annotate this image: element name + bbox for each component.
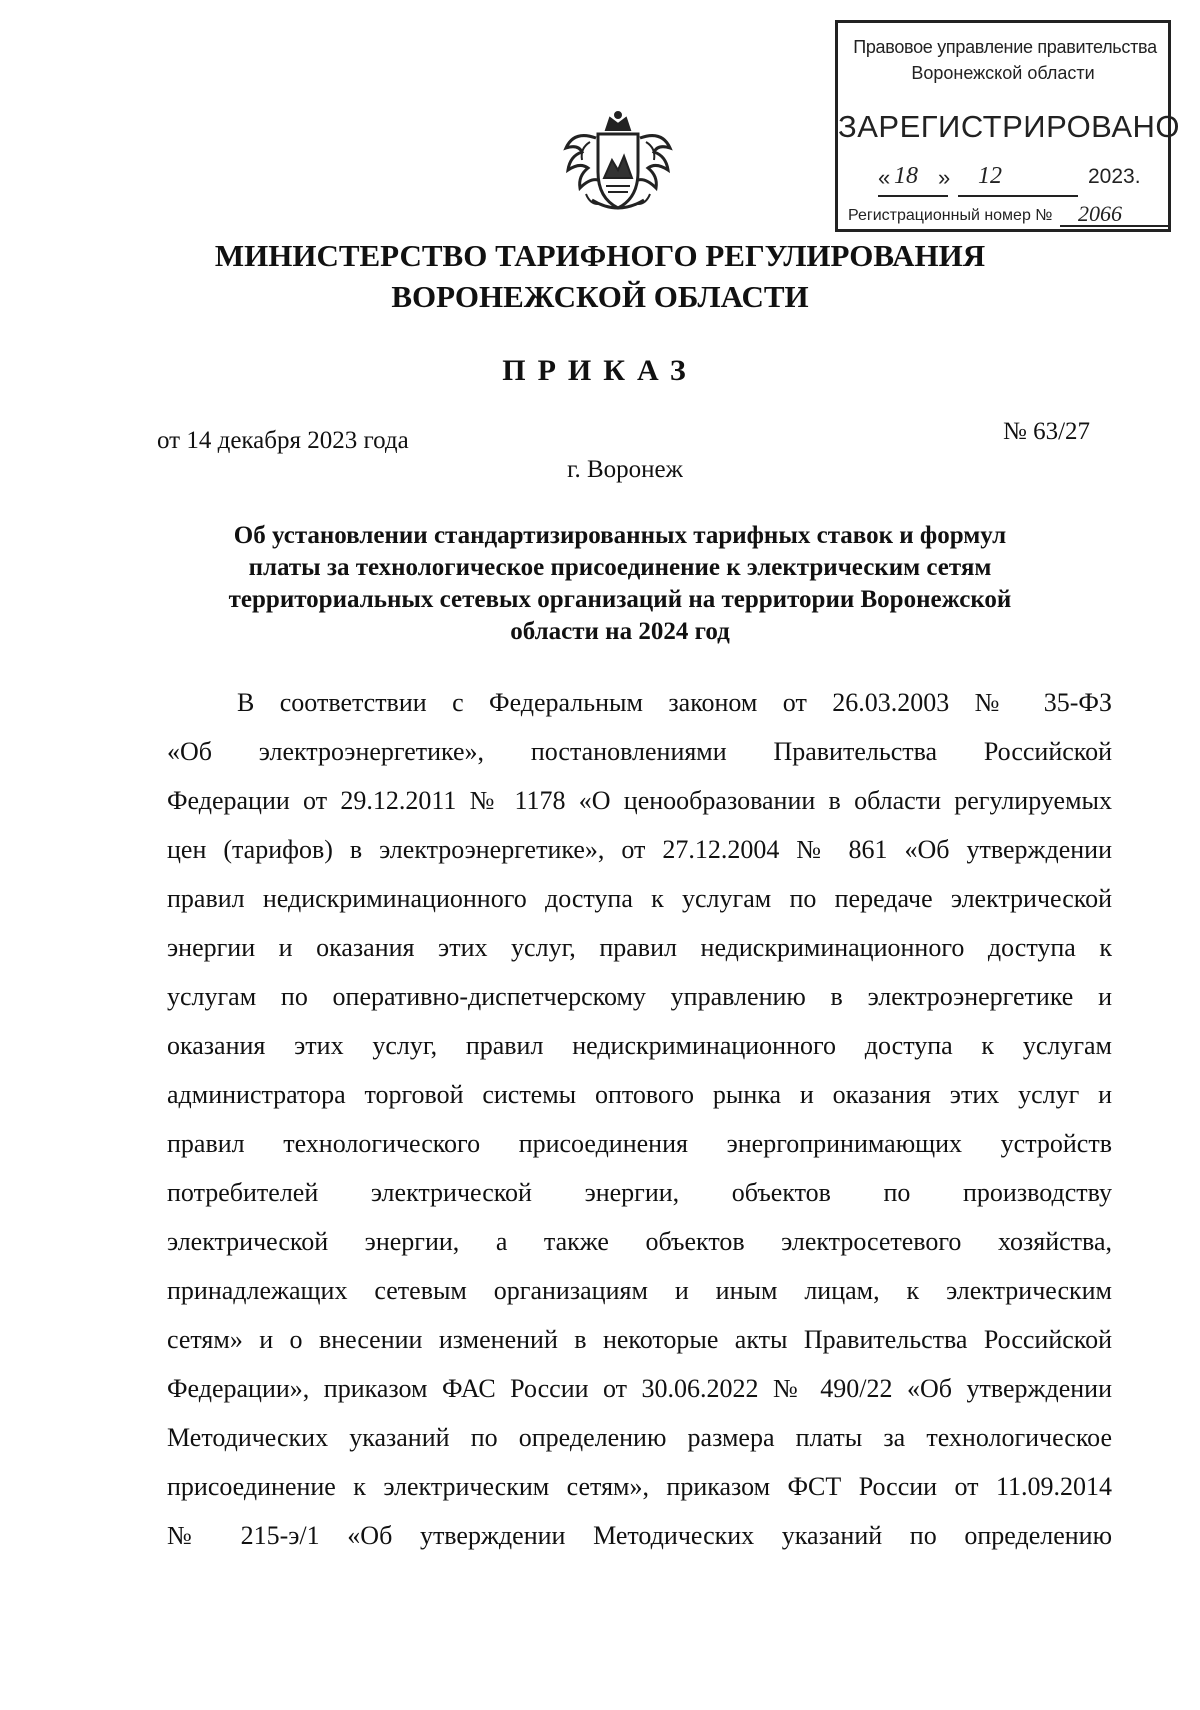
stamp-reg-number-value: 2066: [1078, 201, 1122, 226]
stamp-registered: ЗАРЕГИСТРИРОВАНО: [838, 109, 1181, 144]
body-text: [167, 678, 1112, 1560]
subject-line: Об установлении стандартизированных тарифных ставок и формул: [233, 522, 1007, 549]
body-line: электрической энергии, а также объектов электросетевого хозяйства,: [167, 1227, 1112, 1256]
stamp-date: [838, 163, 1168, 199]
body-line: принадлежащих сетевым организациям и иным лицам, к электрическим: [167, 1276, 1112, 1305]
stamp-date-quote-open: «: [878, 165, 891, 190]
stamp-number-underline: [1060, 225, 1168, 227]
coat-of-arms-icon: [560, 108, 676, 220]
subject-line: платы за технологическое присоединение к электрическим сетям: [248, 554, 992, 581]
body-line: услугам по оперативно-диспетчерскому управлению в электроэнергетике и: [167, 982, 1112, 1011]
body-line: цен (тарифов) в электроэнергетике», от 27.12.2004 № 861 «Об утверждении: [167, 835, 1112, 864]
body-line: сетям» и о внесении изменений в некоторые акты Правительства Российской: [167, 1325, 1112, 1354]
body-line: присоединение к электрическим сетям», приказом ФСТ России от 11.09.2014: [167, 1472, 1112, 1501]
body-line: Федерации», приказом ФАС России от 30.06.2022 № 490/22 «Об утверждении: [167, 1374, 1112, 1403]
body-line: В соответствии с Федеральным законом от 26.03.2003 № 35-ФЗ: [237, 688, 1112, 717]
body-line: «Об электроэнергетике», постановлениями Правительства Российской: [167, 737, 1112, 766]
stamp-org-line2: Воронежской области: [911, 63, 1095, 83]
document-type-title: ПРИКАЗ: [502, 354, 698, 387]
order-number: № 63/27: [1003, 418, 1091, 445]
body-line: администратора торговой системы оптового рынка и оказания этих услуг и: [167, 1080, 1112, 1109]
body-line: потребителей электрической энергии, объектов по производству: [167, 1178, 1112, 1207]
order-date: от 14 декабря 2023 года: [157, 427, 409, 454]
stamp-day-underline: [878, 195, 948, 197]
stamp-month-underline: [958, 195, 1078, 197]
body-line: оказания этих услуг, правил недискриминационного доступа к услугам: [167, 1031, 1112, 1060]
order-city: г. Воронеж: [567, 456, 683, 483]
stamp-org-line1: Правовое управление правительства: [853, 37, 1157, 57]
body-line: Федерации от 29.12.2011 № 1178 «О ценообразовании в области регулируемых: [167, 786, 1112, 815]
ministry-title-line2: ВОРОНЕЖСКОЙ ОБЛАСТИ: [391, 279, 809, 314]
body-line: Методических указаний по определению размера платы за технологическое: [167, 1423, 1112, 1452]
stamp-reg-number-label: Регистрационный номер №: [848, 207, 1053, 224]
subject-line: территориальных сетевых организаций на территории Воронежской: [228, 586, 1012, 613]
registration-stamp: [835, 20, 1181, 232]
stamp-date-quote-close: »: [938, 165, 951, 190]
city-line: [0, 456, 1200, 484]
body-line: правил недискриминационного доступа к услугам по передаче электрической: [167, 884, 1112, 913]
subject-line: области на 2024 год: [510, 618, 730, 645]
body-line: № 215-э/1 «Об утверждении Методических указаний по определению: [167, 1521, 1112, 1550]
stamp-date-day: 18: [894, 163, 918, 189]
stamp-date-month: 12: [978, 163, 1002, 189]
order-subject: [160, 520, 1080, 648]
stamp-date-year: 2023.: [1088, 165, 1141, 188]
ministry-title-line1: МИНИСТЕРСТВО ТАРИФНОГО РЕГУЛИРОВАНИЯ: [214, 238, 986, 273]
body-line: правил технологического присоединения энергопринимающих устройств: [167, 1129, 1112, 1158]
body-line: энергии и оказания этих услуг, правил недискриминационного доступа к: [167, 933, 1112, 962]
